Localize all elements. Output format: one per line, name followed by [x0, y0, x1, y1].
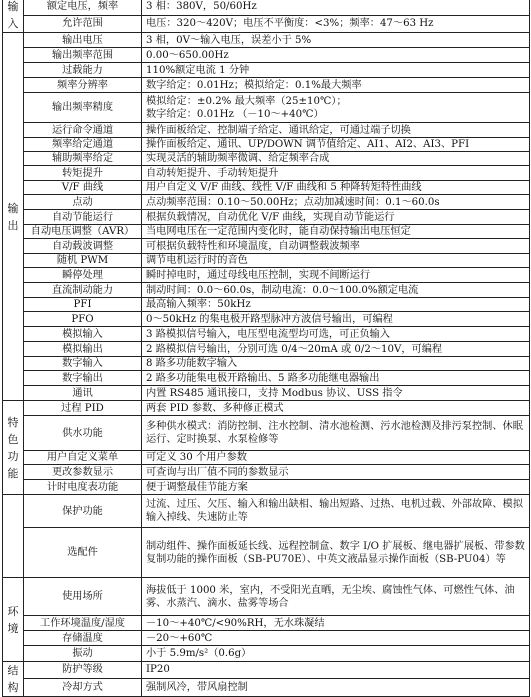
- parameter-name: 允许范围: [24, 15, 142, 33]
- spec-row: [3, 63, 530, 78]
- category-label-char: 出: [7, 218, 19, 232]
- parameter-name: 自动载波调整: [24, 239, 142, 254]
- parameter-value-line: 自动转矩提升、手动转矩提升: [146, 167, 279, 179]
- parameter-value-line: 3 路模拟信号输入，电压型电流型均可选，可正负输入: [146, 328, 391, 340]
- category-cell-environment: [3, 578, 24, 662]
- category-label-char: 特: [7, 415, 19, 429]
- parameter-value: [142, 401, 530, 416]
- parameter-value-line: 点动频率范围：0.10～50.00Hz；点动加减速时间：0.1～60.0s: [146, 196, 440, 208]
- spec-row: [3, 225, 530, 239]
- parameter-value: [142, 152, 530, 166]
- category-cell-output: [3, 33, 24, 401]
- spec-row: [3, 0, 530, 15]
- parameter-name: 模拟输入: [24, 327, 142, 342]
- parameter-name: 频率给定通道: [24, 138, 142, 152]
- parameter-name: 计时电度表功能: [24, 480, 142, 495]
- parameter-value-line: 用户自定义 V/F 曲线、线性 V/F 曲线和 5 种降转矩特性曲线: [146, 182, 422, 193]
- parameter-name: 选配件: [24, 528, 142, 578]
- parameter-name: 保护功能: [24, 495, 142, 528]
- spec-table: [2, 0, 530, 697]
- parameter-value: [142, 33, 530, 48]
- parameter-value-line: 0～50kHz 的集电极开路型脉冲方波信号输出，可编程: [146, 313, 393, 325]
- parameter-value: [142, 63, 530, 78]
- spec-row: [3, 312, 530, 327]
- parameter-name: 自动电压调整（AVR）: [24, 225, 142, 239]
- spec-row: [3, 152, 530, 166]
- parameter-name: PFO: [24, 312, 142, 327]
- spec-row: [3, 48, 530, 63]
- parameter-name: 更改参数显示: [24, 465, 142, 480]
- parameter-name: V/F 曲线: [24, 181, 142, 195]
- category-label-char: 功: [7, 449, 19, 463]
- parameter-name: 冷却方式: [24, 678, 142, 696]
- spec-row: [3, 386, 530, 401]
- parameter-value: [142, 416, 530, 451]
- parameter-value: [142, 239, 530, 254]
- spec-row: [3, 15, 530, 33]
- parameter-value-line: 海拔低于 1000 米，室内，不受阳光直晒，无尘埃、腐蚀性气体、可燃性气体、油雾、水蒸汽、滴水、盐雾等场合: [146, 584, 515, 609]
- spec-row: [3, 342, 530, 357]
- parameter-value: [142, 268, 530, 283]
- parameter-value-line: 当电网电压在一定范围内变化时，能自动保持输出电压恒定: [146, 226, 411, 237]
- parameter-value: [142, 480, 530, 495]
- parameter-value-line: 内置 RS485 通讯接口，支持 Modbus 协议、USS 指令: [146, 387, 403, 399]
- parameter-value: [142, 662, 530, 679]
- parameter-value-line: 多种供水模式：消防控制、注水控制、清水池检测、污水池检测及排污泵控制、休眠运行、定时换泵、水泵检修等: [146, 421, 523, 445]
- category-label-char: 环: [7, 604, 19, 618]
- parameter-name: 瞬停处理: [24, 268, 142, 283]
- parameter-name: 辅助频率给定: [24, 152, 142, 166]
- parameter-value: [142, 283, 530, 298]
- parameter-value-line: 3 相，0V～输入电压，误差小于 5%: [146, 34, 312, 46]
- parameter-value-line: 操作面板给定、通讯、UP/DOWN 调节值给定、AI1、AI2、AI3、PFI: [146, 139, 470, 150]
- parameter-value: [142, 465, 530, 480]
- parameter-value-line: 制动时间：0.0～60.0s，制动电流：0.0～100.0%额定电流: [146, 284, 419, 296]
- parameter-value-line: IP20: [146, 664, 170, 676]
- spec-row: [3, 646, 530, 662]
- parameter-value: [142, 166, 530, 181]
- parameter-name: 数字输出: [24, 371, 142, 386]
- parameter-name: PFI: [24, 298, 142, 312]
- parameter-value: [142, 48, 530, 63]
- spec-row: [3, 578, 530, 616]
- parameter-value-line: 2 路模拟信号输出，分别可选 0/4～20mA 或 0/2～10V，可编程: [146, 343, 443, 355]
- spec-row: [3, 401, 530, 416]
- parameter-name: 频率分辨率: [24, 78, 142, 93]
- parameter-name: 输出频率范围: [24, 48, 142, 63]
- parameter-value-line: 调节电机运行时的音色: [146, 255, 248, 266]
- spec-row: [3, 93, 530, 123]
- parameter-value-line: 数字给定：0.01Hz （－10～+40℃）: [146, 108, 324, 120]
- parameter-value: [142, 93, 530, 123]
- parameter-name: 转矩提升: [24, 166, 142, 181]
- parameter-name: 用户自定义菜单: [24, 451, 142, 465]
- parameter-value-line: 过流、过压、欠压、输入和输出缺相、输出短路、过热、电机过载、外部故障、模拟输入掉线、失速防止等: [146, 499, 523, 523]
- parameter-name: 过程 PID: [24, 401, 142, 416]
- spec-row: [3, 123, 530, 138]
- category-label-char: 境: [7, 621, 19, 635]
- category-cell-misc: [3, 495, 24, 578]
- parameter-name: 供水功能: [24, 416, 142, 451]
- spec-row: [3, 371, 530, 386]
- parameter-name: 输出频率精度: [24, 93, 142, 123]
- parameter-name: 过载能力: [24, 63, 142, 78]
- parameter-name: 随机 PWM: [24, 254, 142, 268]
- parameter-value: [142, 578, 530, 616]
- parameter-value: [142, 342, 530, 357]
- parameter-value-line: 2 路多功能集电极开路输出、5 路多功能继电器输出: [146, 372, 380, 384]
- category-label-char: 输: [7, 0, 19, 13]
- parameter-value: [142, 386, 530, 401]
- parameter-name: 直流制动能力: [24, 283, 142, 298]
- parameter-value-line: 最高输入频率：50kHz: [146, 299, 251, 310]
- spec-row: [3, 357, 530, 371]
- parameter-value-line: 小于 5.9m/s²（0.6g）: [146, 648, 252, 659]
- parameter-name: 存储温度: [24, 631, 142, 646]
- parameter-name: 自动节能运行: [24, 210, 142, 225]
- parameter-value: [142, 495, 530, 528]
- parameter-value: [142, 195, 530, 210]
- parameter-value: [142, 451, 530, 465]
- spec-row: [3, 138, 530, 152]
- parameter-name: 点动: [24, 195, 142, 210]
- spec-row: [3, 678, 530, 696]
- spec-row: [3, 166, 530, 181]
- parameter-value-line: 0.00～650.00Hz: [146, 49, 229, 61]
- category-cell-structure: [3, 662, 24, 697]
- spec-row: [3, 327, 530, 342]
- parameter-name: 工作环境温度/湿度: [24, 616, 142, 631]
- spec-row: [3, 239, 530, 254]
- category-label-char: 色: [7, 432, 19, 446]
- category-cell-input: [3, 0, 24, 33]
- spec-row: [3, 181, 530, 195]
- spec-row: [3, 33, 530, 48]
- parameter-value-line: 根据负载情况，自动优化 V/F 曲线，实现自动节能运行: [146, 211, 395, 223]
- parameter-value: [142, 225, 530, 239]
- parameter-value: [142, 678, 530, 696]
- parameter-value-line: 电压：320～420V；电压不平衡度：<3%；频率：47～63 Hz: [146, 18, 434, 30]
- category-label-char: 构: [7, 681, 19, 694]
- parameter-value-line: 强制风冷，带风扇控制: [146, 681, 248, 693]
- spec-row: [3, 283, 530, 298]
- parameter-value: [142, 78, 530, 93]
- spec-row: [3, 480, 530, 495]
- spec-row: [3, 416, 530, 451]
- parameter-value: [142, 631, 530, 646]
- parameter-value-line: 操作面板给定、控制端子给定、通讯给定，可通过端子切换: [146, 124, 411, 136]
- parameter-name: 通讯: [24, 386, 142, 401]
- parameter-value: [142, 528, 530, 578]
- spec-row: [3, 662, 530, 679]
- parameter-value-line: 可查询与出厂值不同的参数显示: [146, 466, 289, 478]
- parameter-value: [142, 254, 530, 268]
- spec-row: [3, 268, 530, 283]
- parameter-value: [142, 15, 530, 33]
- spec-row: [3, 528, 530, 578]
- parameter-value-line: 瞬时掉电时，通过母线电压控制，实现不间断运行: [146, 269, 371, 281]
- parameter-value-line: 可根据负载特性和环境温度，自动调整载波频率: [146, 240, 360, 252]
- parameter-value-line: 便于调整最佳节能方案: [146, 481, 248, 493]
- spec-row: [3, 465, 530, 480]
- parameter-value-line: 制动组件、操作面板延长线、远程控制盒、数字 I/O 扩展板、继电器扩展板、带参数复制功能的操作面板（SB-PU70E）、中英文液晶显示操作面板（SB-PU04）等: [146, 540, 525, 565]
- spec-row: [3, 631, 530, 646]
- parameter-name: 使用场所: [24, 578, 142, 616]
- parameter-value-line: 可定义 30 个用户参数: [146, 452, 247, 463]
- spec-row: [3, 78, 530, 93]
- parameter-value: [142, 123, 530, 138]
- category-label-char: 能: [7, 466, 19, 480]
- parameter-value-line: 两套 PID 参数、多种修正模式: [146, 402, 284, 414]
- parameter-value: [142, 616, 530, 631]
- spec-row: [3, 616, 530, 631]
- parameter-value: [142, 138, 530, 152]
- spec-row: [3, 254, 530, 268]
- parameter-value-line: 3 相：380V，50/60Hz: [146, 0, 257, 12]
- parameter-name: 运行命令通道: [24, 123, 142, 138]
- category-cell-special: [3, 401, 24, 495]
- spec-row: [3, 495, 530, 528]
- parameter-value: [142, 210, 530, 225]
- parameter-value: [142, 298, 530, 312]
- parameter-name: 模拟输出: [24, 342, 142, 357]
- spec-row: [3, 195, 530, 210]
- parameter-value-line: －10～+40℃/<90%RH，无水珠凝结: [146, 617, 325, 629]
- parameter-name: 数字输入: [24, 357, 142, 371]
- parameter-value: [142, 312, 530, 327]
- parameter-name: 输出电压: [24, 33, 142, 48]
- parameter-name: 额定电压，频率: [24, 0, 142, 15]
- category-label-char: 结: [7, 664, 19, 677]
- parameter-value-line: 110%额定电流 1 分钟: [146, 64, 250, 76]
- category-label-char: 输: [7, 201, 19, 215]
- category-label-char: 入: [7, 17, 19, 30]
- parameter-value: [142, 327, 530, 342]
- parameter-value-line: 实现灵活的辅助频率微调、给定频率合成: [146, 153, 330, 164]
- parameter-value-line: 模拟给定：±0.2% 最大频率（25±10℃）；: [146, 95, 347, 107]
- spec-row: [3, 210, 530, 225]
- spec-row: [3, 451, 530, 465]
- parameter-value-line: 数字给定：0.01Hz；模拟给定：0.1%最大频率: [146, 79, 362, 91]
- parameter-name: 振动: [24, 646, 142, 662]
- parameter-name: 防护等级: [24, 662, 142, 679]
- parameter-value: [142, 357, 530, 371]
- parameter-value: [142, 0, 530, 15]
- spec-row: [3, 298, 530, 312]
- parameter-value: [142, 371, 530, 386]
- parameter-value: [142, 181, 530, 195]
- parameter-value-line: －20～+60℃: [146, 632, 213, 644]
- parameter-value-line: 8 路多功能数字输入: [146, 358, 238, 369]
- spec-table-body: [3, 0, 530, 697]
- parameter-value: [142, 646, 530, 662]
